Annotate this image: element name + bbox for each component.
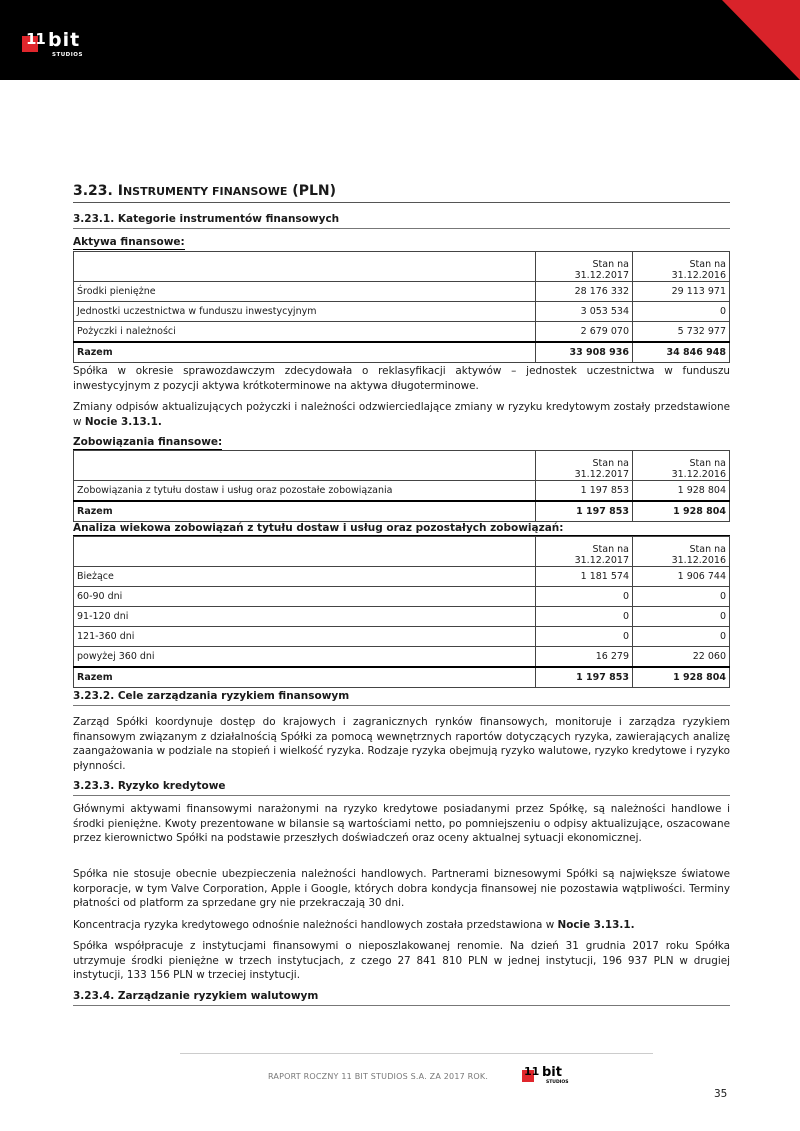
value-2016: 1 928 804 — [633, 501, 730, 522]
table-row — [74, 647, 730, 668]
row-label: Pożyczki i należności — [74, 322, 536, 343]
value-2016: 0 — [633, 627, 730, 647]
assets-label: Aktywa finansowe: — [73, 236, 185, 248]
row-label: Zobowiązania z tytułu dostaw i usług oraz pozostałe zobowiązania — [74, 481, 536, 502]
paragraph-impairment: Zmiany odpisów aktualizujących pożyczki i należności odzwierciedlające zmiany w ryzyku kredytowym zostały przedstawione w Nocie 3.13.1. — [73, 401, 730, 428]
value-2016: 1 928 804 — [633, 481, 730, 502]
paragraph-reclassification: Spółka w okresie sprawozdawczym zdecydowała o reklasyfikacji aktywów – jednostek uczestnictwa w funduszu inwestycyjnym z pozycji aktywa krótkoterminowe na aktywa długoterminowe. — [73, 365, 730, 392]
value-2016: 0 — [633, 302, 730, 322]
col-header-2016: Stan na 31.12.2016 — [633, 252, 730, 282]
subsection-title-3-23-1: 3.23.1. Kategorie instrumentów finansowych — [73, 213, 730, 229]
header-red-corner — [722, 0, 800, 80]
value-2017: 1 197 853 — [536, 667, 633, 688]
table-row — [74, 322, 730, 343]
aging-label: Analiza wiekowa zobowiązań z tytułu dostaw i usług oraz pozostałych zobowiązań: — [73, 522, 730, 536]
table-header-row — [74, 252, 730, 282]
footer-text: RAPORT ROCZNY 11 BIT STUDIOS S.A. ZA 2017 ROK. — [268, 1072, 489, 1081]
logo-word: bit — [48, 29, 81, 51]
note-reference: Nocie 3.13.1. — [84, 415, 162, 428]
section-title-rest: NSTRUMENTY FINANSOWE — [122, 185, 288, 198]
value-2016: 1 906 744 — [633, 567, 730, 587]
row-label: Środki pieniężne — [74, 282, 536, 302]
row-label: Razem — [74, 342, 536, 363]
table-row — [74, 481, 730, 502]
col-header-2016: Stan na 31.12.2016 — [633, 537, 730, 567]
value-2016: 5 732 977 — [633, 322, 730, 343]
section-title-initial: I — [117, 183, 123, 199]
value-2017: 0 — [536, 627, 633, 647]
row-label: 91-120 dni — [74, 607, 536, 627]
logo-number: 11 — [26, 30, 45, 48]
subsection-title-3-23-4: 3.23.4. Zarządzanie ryzykiem walutowym — [73, 990, 730, 1006]
row-label: Bieżące — [74, 567, 536, 587]
row-label: powyżej 360 dni — [74, 647, 536, 668]
logo-mark — [22, 30, 48, 54]
table-header-row — [74, 451, 730, 481]
col-header-2017: Stan na 31.12.2017 — [536, 537, 633, 567]
value-2017: 28 176 332 — [536, 282, 633, 302]
value-2017: 1 197 853 — [536, 501, 633, 522]
table-row — [74, 627, 730, 647]
assets-table — [73, 251, 730, 363]
liabilities-table — [73, 450, 730, 522]
table-row — [74, 587, 730, 607]
table-row — [74, 607, 730, 627]
subsection-title-3-23-2: 3.23.2. Cele zarządzania ryzykiem finansowym — [73, 690, 730, 706]
value-2016: 29 113 971 — [633, 282, 730, 302]
header-bar — [0, 0, 800, 80]
value-2017: 33 908 936 — [536, 342, 633, 363]
value-2016: 34 846 948 — [633, 342, 730, 363]
row-label: Razem — [74, 667, 536, 688]
paragraph-credit-assets: Głównymi aktywami finansowymi narażonymi na ryzyko kredytowe posiadanymi przez Spółkę, są należności handlowe i środki pieniężne. Kwoty prezentowane w bilansie są wartościami netto, po pomniejszeniu o odpisy aktualizujące, oszacowane przez kierownictwo Spółki na podstawie przeszłych doświadczeń oraz oceny aktualnej sytuacji ekonomicznej. — [73, 803, 730, 844]
value-2017: 1 181 574 — [536, 567, 633, 587]
value-2016: 1 928 804 — [633, 667, 730, 688]
value-2016: 0 — [633, 587, 730, 607]
row-label: Jednostki uczestnictwa w funduszu inwestycyjnym — [74, 302, 536, 322]
subsection-title-3-23-3: 3.23.3. Ryzyko kredytowe — [73, 780, 730, 796]
value-2017: 1 197 853 — [536, 481, 633, 502]
section-title-suffix: (PLN) — [292, 183, 336, 199]
section-number: 3.23. — [73, 183, 113, 199]
logo-sub: STUDIOS — [52, 52, 83, 58]
section-title — [73, 183, 730, 203]
col-header-2017: Stan na 31.12.2017 — [536, 252, 633, 282]
row-label: 60-90 dni — [74, 587, 536, 607]
table-total-row — [74, 667, 730, 688]
value-2017: 3 053 534 — [536, 302, 633, 322]
table-row — [74, 282, 730, 302]
value-2017: 16 279 — [536, 647, 633, 668]
value-2017: 2 679 070 — [536, 322, 633, 343]
table-header-row — [74, 537, 730, 567]
paragraph-risk-goals: Zarząd Spółki koordynuje dostęp do krajowych i zagranicznych rynków finansowych, monitoruje i zarządza ryzykiem finansowym związanym z działalnością Spółki za pomocą wewnętrznych raportów dotyczących ryzyka, zawierających analizę zaangażowania w podziale na stopień i wielkość ryzyka. Rodzaje ryzyka obejmują ryzyko walutowe, ryzyko kredytowe i ryzyko płynności. — [73, 716, 730, 772]
table-total-row — [74, 342, 730, 363]
liabilities-label: Zobowiązania finansowe: — [73, 436, 223, 448]
col-header-2016: Stan na 31.12.2016 — [633, 451, 730, 481]
paragraph-institutions: Spółka współpracuje z instytucjami finansowymi o nieposzlakowanej renomie. Na dzień 31 grudnia 2017 roku Spółka utrzymuje środki pieniężne w trzech instytucjach, z czego 27 841 810 PLN w jednej instytucji, 196 937 PLN w drugiej instytucji, 133 156 PLN w trzeciej instytucji. — [73, 940, 730, 981]
note-reference: Nocie 3.13.1. — [557, 919, 635, 931]
table-total-row — [74, 501, 730, 522]
value-2016: 0 — [633, 607, 730, 627]
value-2017: 0 — [536, 607, 633, 627]
company-logo — [22, 29, 83, 58]
paragraph-insurance: Spółka nie stosuje obecnie ubezpieczenia należności handlowych. Partnerami biznesowymi Spółki są największe światowe korporacje, w tym Valve Corporation, Apple i Google, których dobra kondycja finansowej nie pozostawia wątpliwości. Terminy płatności od platform za sprzedane gry nie przekraczają 30 dni. — [73, 868, 730, 909]
footer-divider — [180, 1053, 653, 1054]
row-label: 121-360 dni — [74, 627, 536, 647]
row-label: Razem — [74, 501, 536, 522]
table-row — [74, 567, 730, 587]
page-number: 35 — [714, 1088, 728, 1100]
aging-table — [73, 536, 730, 688]
col-header-2017: Stan na 31.12.2017 — [536, 451, 633, 481]
value-2017: 0 — [536, 587, 633, 607]
paragraph-concentration: Koncentracja ryzyka kredytowego odnośnie należności handlowych została przedstawiona w Nocie 3.13.1. — [73, 919, 635, 931]
value-2016: 22 060 — [633, 647, 730, 668]
table-row — [74, 302, 730, 322]
